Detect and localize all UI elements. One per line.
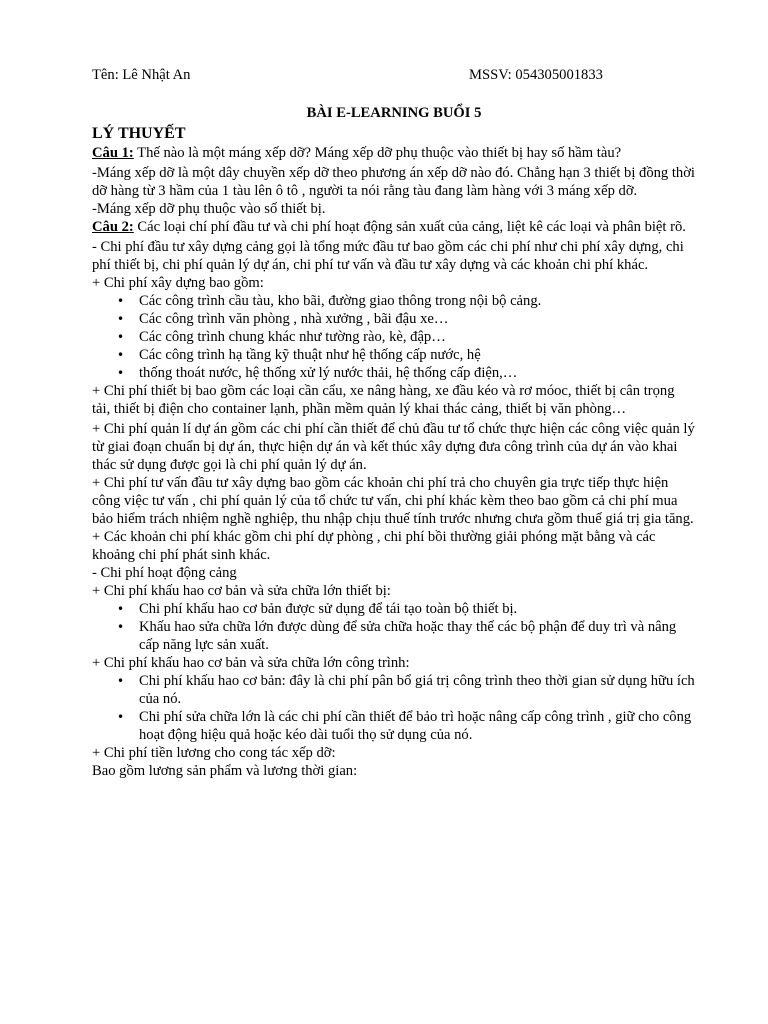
construction-cost-list (92, 292, 696, 382)
question-1 (92, 144, 696, 162)
list-item: • Các công trình cầu tàu, kho bãi, đường giao thông trong nội bộ cảng. (139, 292, 696, 310)
question-2-text: Các loại chí phí đầu tư và chi phí hoạt động sản xuất của cảng, liệt kê các loại và phân biệt rõ. (133, 219, 686, 235)
list-item: • Chi phí sửa chữa lớn là các chi phí cần thiết để bảo trì hoặc nâng cấp công trình , giữ cho công hoạt động hiệu quả hoặc kéo dài tuổi thọ sử dụng của nó. (139, 708, 696, 744)
list-item: • Các công trình văn phòng , nhà xưởng , bãi đậu xe… (139, 310, 696, 328)
list-item: • Khấu hao sửa chữa lớn được dùng để sửa chữa hoặc thay thế các bộ phận để duy trì và nâng cấp năng lực sản xuất. (139, 618, 696, 654)
equipment-depreciation-list (92, 600, 696, 654)
answer-1-paragraph: -Máng xếp dỡ là một dây chuyền xếp dỡ theo phương án xếp dỡ nào đó. Chẳng hạn 3 thiết bị đồng thời dỡ hàng từ 3 hầm của 1 tàu lên ô tô , người ta nói rằng tàu đang làm hàng với 3 máng xếp dỡ. (92, 165, 695, 199)
paragraph-equipment-depreciation: + Chi phí khấu hao cơ bản và sửa chữa lớn thiết bị: (92, 583, 391, 599)
question-2 (92, 218, 696, 236)
paragraph-construction-cost: + Chi phí xây dựng bao gồm: (92, 275, 264, 291)
paragraph-structure-depreciation: + Chi phí khấu hao cơ bản và sửa chữa lớn công trình: (92, 655, 410, 671)
paragraph-wage-cost: + Chi phí tiền lương cho cong tác xếp dỡ: (92, 745, 336, 761)
paragraph-wage-types: Bao gồm lương sản phẩm và lương thời gian: (92, 763, 358, 779)
paragraph-management-cost: + Chi phí quản lí dự án gồm các chi phí cần thiết để chủ đầu tư tổ chức thực hiện các công việc quản lý từ giai đoạn chuẩn bị dự án, thực hiện dự án và kết thúc xây dựng đưa công trình của dự án vào khai thác sử dụng được gọi là chi phí quản lý dự án. (92, 421, 695, 473)
paragraph-investment-cost: - Chi phí đầu tư xây dựng cảng gọi là tổng mức đầu tư bao gồm các chi phí như chi phí xây dựng, chi phí thiết bị, chi phí quản lý dự án, chi phí tư vấn và đầu tư xây dựng và các khoản chi phí khác. (92, 239, 684, 273)
question-1-text: Thế nào là một máng xếp dỡ? Máng xếp dỡ phụ thuộc vào thiết bị hay số hầm tàu? (133, 145, 622, 161)
structure-depreciation-list (92, 672, 696, 744)
question-2-label: Câu 2: (92, 219, 134, 235)
answer-1-paragraph-2: -Máng xếp dỡ phụ thuộc vào số thiết bị. (92, 201, 326, 217)
paragraph-equipment-cost: + Chi phí thiết bị bao gồm các loại cần cẩu, xe nâng hàng, xe đầu kéo và rơ móoc, thiết bị cân trọng tải, thiết bị điện cho container lạnh, phần mềm quản lý khai thác cảng, thiết bị văn phòng… (92, 383, 675, 417)
paragraph-consulting-cost: + Chi phí tư vấn đầu tư xây dựng bao gồm các khoản chi phí trả cho chuyên gia trực tiếp thực hiện công việc tư vấn , chi phí quản lý của tổ chức tư vấn, chi phí khác kèm theo bao gồm cả chi phí mua bảo hiểm trách nhiệm nghề nghiệp, thu nhập chịu thuế tính trước nhưng chưa gồm thuế giá trị gia tăng. (92, 475, 694, 527)
paragraph-other-cost: + Các khoản chi phí khác gồm chi phí dự phòng , chi phí bồi thường giải phóng mặt bằng và các khoảng chi phí phát sinh khác. (92, 529, 656, 563)
list-item: • thống thoát nước, hệ thống xử lý nước thải, hệ thống cấp điện,… (139, 364, 696, 382)
paragraph-operating-cost: - Chi phí hoạt động cảng (92, 565, 237, 581)
section-title: LÝ THUYẾT (92, 125, 186, 142)
list-item: • Các công trình chung khác như tường rào, kè, đập… (139, 328, 696, 346)
list-item: • Chi phí khấu hao cơ bản được sử dụng để tái tạo toàn bộ thiết bị. (139, 600, 696, 618)
student-id: MSSV: 054305001833 (469, 67, 603, 83)
list-item: • Các công trình hạ tầng kỹ thuật như hệ thống cấp nước, hệ (139, 346, 696, 364)
student-name: Tên: Lê Nhật An (92, 67, 191, 83)
document-title: BÀI E-LEARNING BUỔI 5 (306, 105, 482, 121)
student-header (92, 66, 696, 84)
question-1-label: Câu 1: (92, 145, 134, 161)
list-item: • Chi phí khấu hao cơ bản: đây là chi phí pân bổ giá trị công trình theo thời gian sử dụng hữu ích của nó. (139, 672, 696, 708)
